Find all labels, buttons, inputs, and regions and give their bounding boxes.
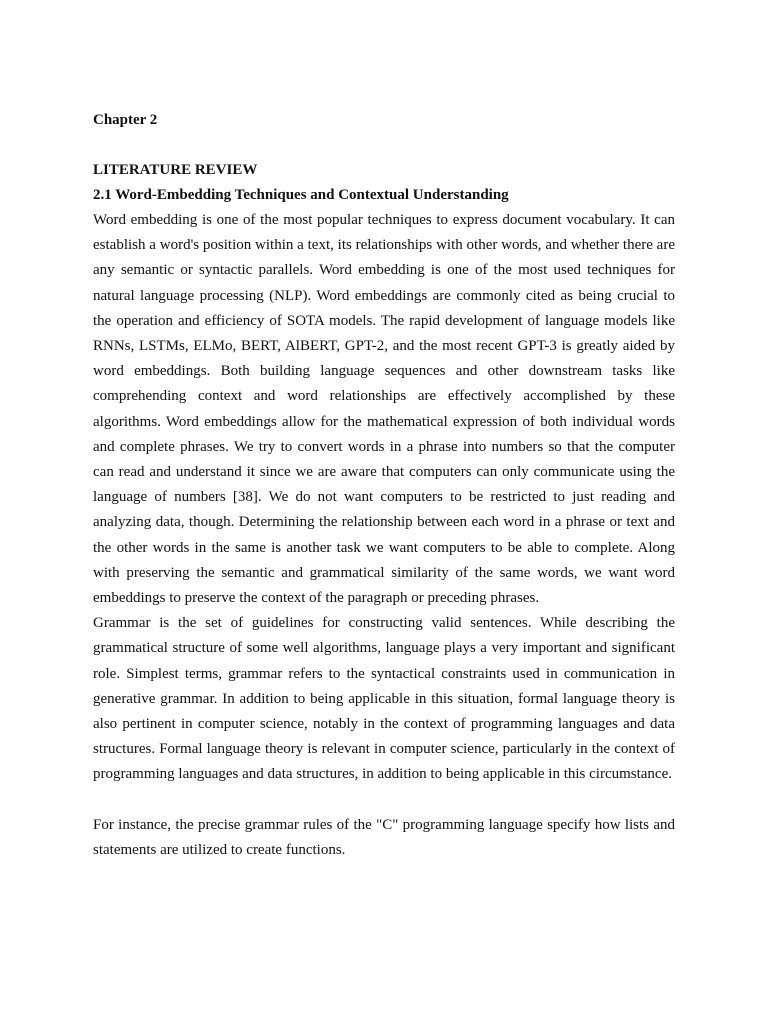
chapter-label: Chapter 2 [93,112,158,128]
paragraph-word-embedding: Word embedding is one of the most popular techniques to express document vocabulary. It can establish a word's position within a text, its relationships with other words, and whether there are any semantic or syntactic parallels. Word embedding is one of the most used techniques for natural language processing (NLP). Word embeddings are commonly cited as being crucial to the operation and efficiency of SOTA models. The rapid development of language models like RNNs, LSTMs, ELMo, BERT, AlBERT, GPT-2, and the most recent GPT-3 is greatly aided by word embeddings. Both building language sequences and other downstream tasks like comprehending context and word relationships are effectively accomplished by these algorithms. Word embeddings allow for the mathematical expression of both individual words and complete phrases. We try to convert words in a phrase into numbers so that the computer can read and understand it since we are aware that computers can only communicate using the language of numbers [38]. We do not want computers to be restricted to just reading and analyzing data, though. Determining the relationship between each word in a phrase or text and the other words in the same is another task we want computers to be able to complete. Along with preserving the semantic and grammatical similarity of the same words, we want word embeddings to preserve the context of the paragraph or preceding phrases. [93,212,675,607]
section-title: LITERATURE REVIEW [93,162,258,178]
spacer [93,788,675,813]
subsection-title: 2.1 Word-Embedding Techniques and Contextual Understanding [93,187,509,203]
paragraph-grammar: Grammar is the set of guidelines for constructing valid sentences. While describing the grammatical structure of some well algorithms, language plays a very important and significant role. Simplest terms, grammar refers to the syntactical constraints used in communication in generative grammar. In addition to being applicable in this situation, formal language theory is also pertinent in computer science, notably in the context of programming languages and data structures. Formal language theory is relevant in computer science, particularly in the context of programming languages and data structures, in addition to being applicable in this circumstance. [93,615,675,783]
document-page [93,108,675,863]
spacer [93,133,675,158]
paragraph-c-example: For instance, the precise grammar rules of the "C" programming language specify how lists and statements are utilized to create functions. [93,816,675,858]
